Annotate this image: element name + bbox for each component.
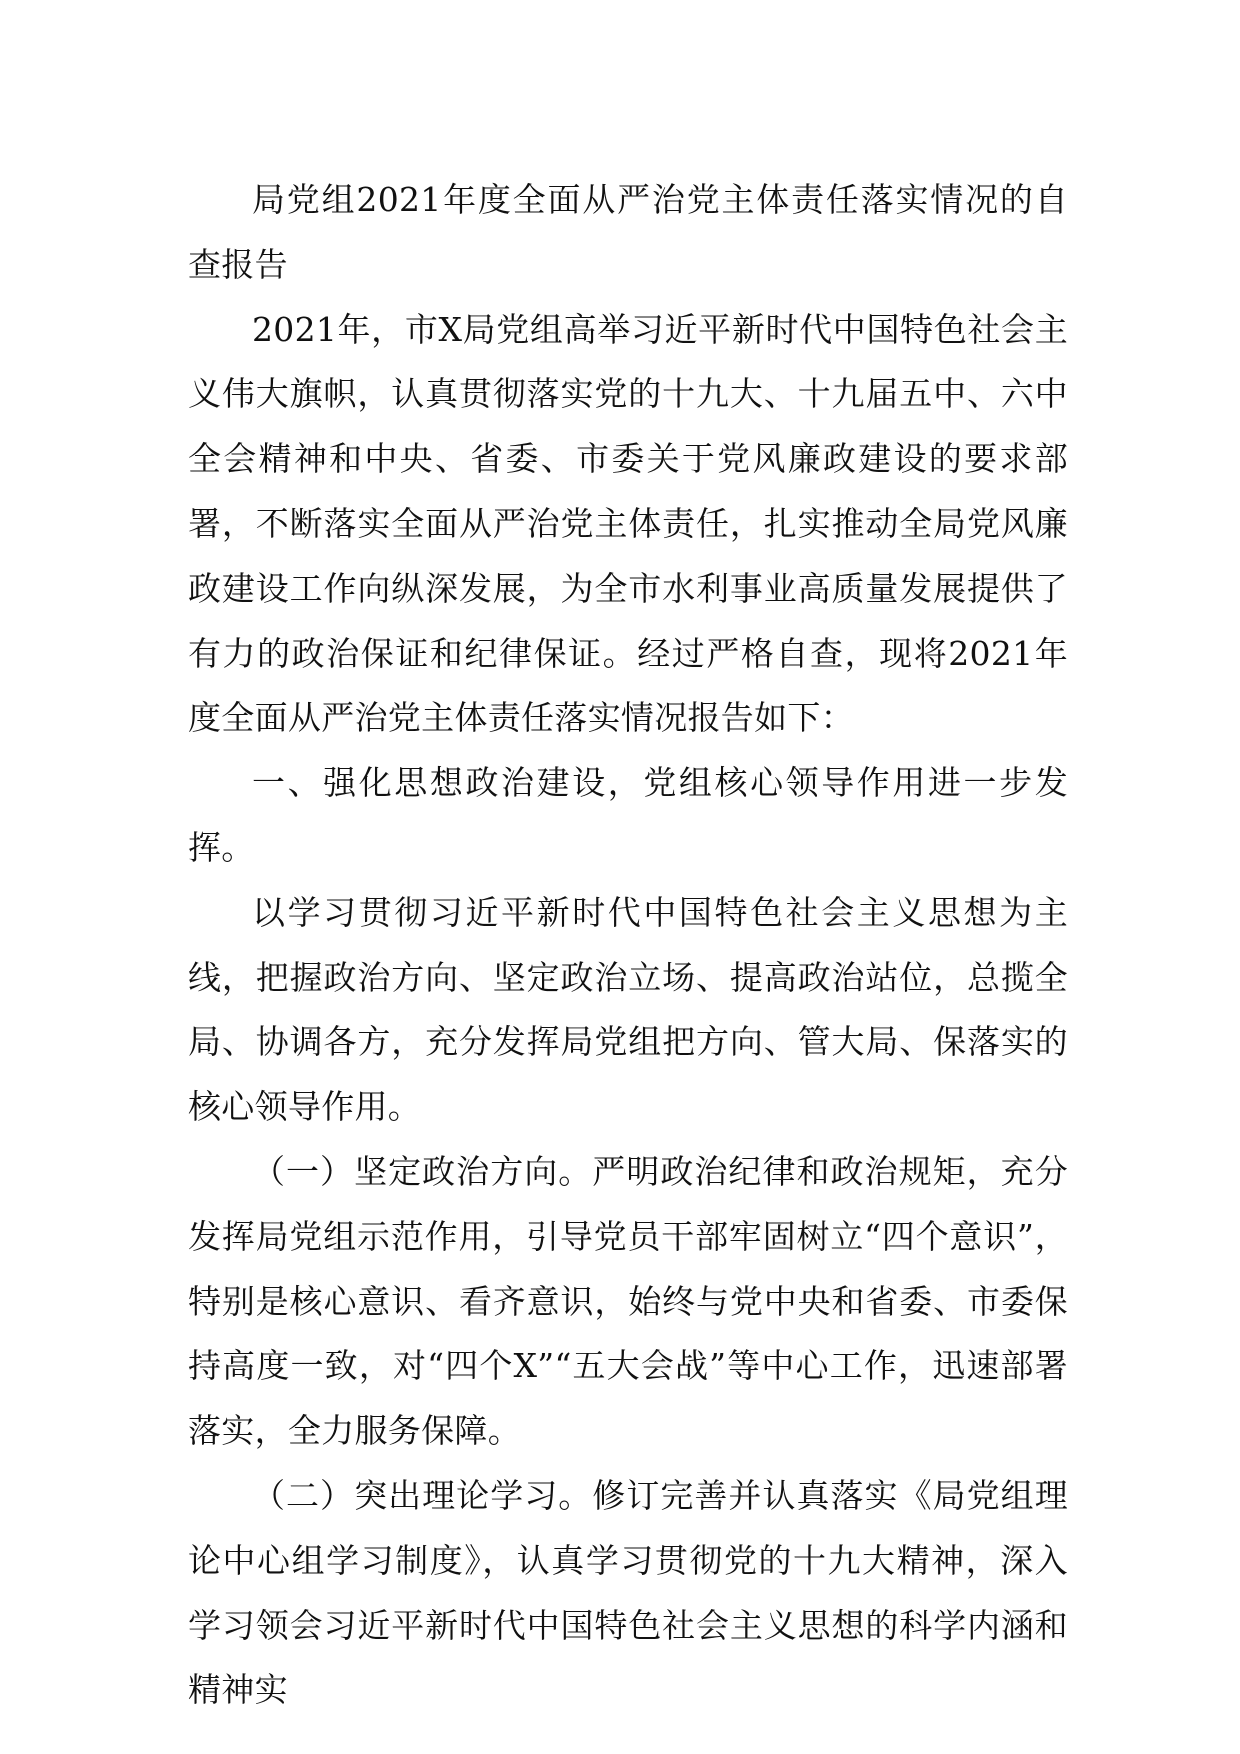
item-paragraph-2: （二）突出理论学习。修订完善并认真落实《局党组理论中心组学习制度》，认真学习贯彻党的十九大精神，深入学习领会习近平新时代中国特色社会主义思想的科学内涵和精神实 bbox=[188, 1475, 1068, 1710]
section-paragraph: 以学习贯彻习近平新时代中国特色社会主义思想为主线，把握政治方向、坚定政治立场、提高政治站位，总揽全局、协调各方，充分发挥局党组把方向、管大局、保落实的核心领导作用。 bbox=[188, 892, 1068, 1127]
intro-paragraph: 2021年，市X局党组高举习近平新时代中国特色社会主义伟大旗帜，认真贯彻落实党的十九大、十九届五中、六中全会精神和中央、省委、市委关于党风廉政建设的要求部署，不断落实全面从严治党主体责任，扎实推动全局党风廉政建设工作向纵深发展，为全市水利事业高质量发展提供了有力的政治保证和纪律保证。经过严格自查，现将2021年度全面从严治党主体责任落实情况报告如下： bbox=[188, 309, 1068, 738]
section-heading: 一、强化思想政治建设，党组核心领导作用进一步发挥。 bbox=[188, 763, 1068, 867]
item-paragraph-1: （一）坚定政治方向。严明政治纪律和政治规矩，充分发挥局党组示范作用，引导党员干部牢固树立“四个意识”，特别是核心意识、看齐意识，始终与党中央和省委、市委保持高度一致，对“四个X”“五大会战”等中心工作，迅速部署落实，全力服务保障。 bbox=[188, 1151, 1068, 1451]
document-body bbox=[188, 168, 1068, 1723]
document-title: 局党组2021年度全面从严治党主体责任落实情况的自查报告 bbox=[188, 180, 1068, 284]
